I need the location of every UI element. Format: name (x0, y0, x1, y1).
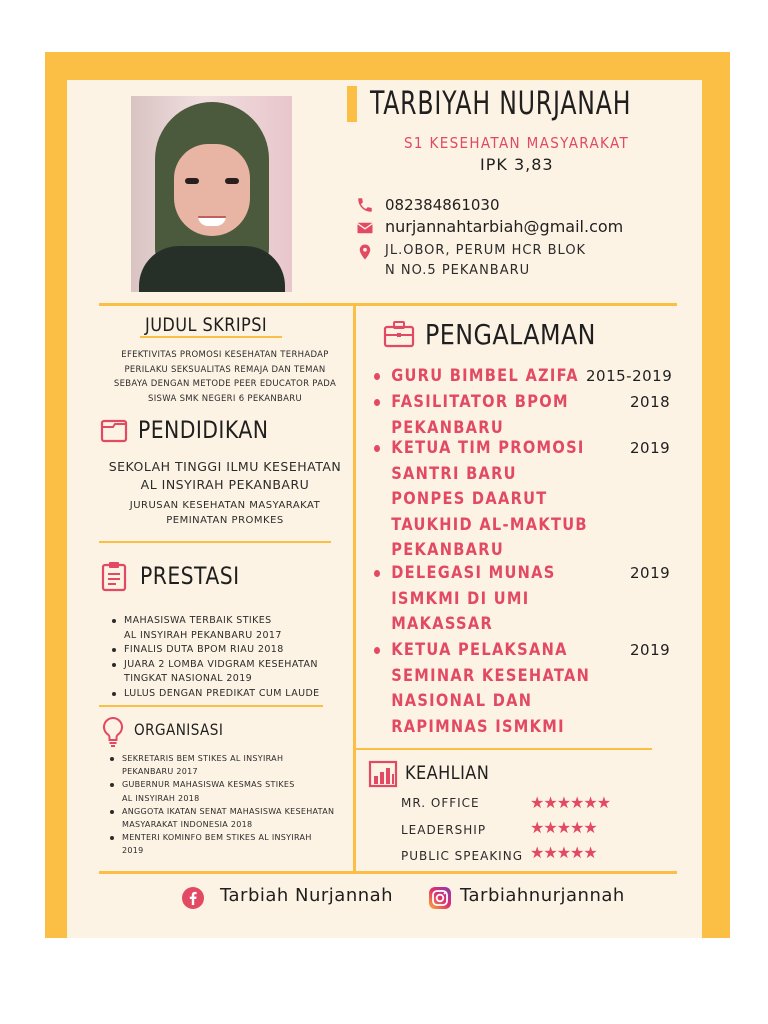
skripsi-underline (140, 336, 282, 338)
school-name: SEKOLAH TINGGI ILMU KESEHATAN AL INSYIRAH PEKANBARU (108, 459, 342, 492)
prestasi-divider (99, 705, 323, 707)
experience-year: 2019 (630, 641, 671, 659)
skill-rating: ★★★★★★ (530, 793, 611, 812)
mail-icon (356, 219, 374, 237)
footer-divider (99, 871, 677, 874)
briefcase-icon (383, 320, 415, 348)
degree: S1 KESEHATAN MASYARAKAT (404, 134, 630, 152)
full-name: TARBIYAH NURJANAH (370, 84, 632, 122)
keahlian-title: KEAHLIAN (405, 762, 490, 784)
column-divider (353, 306, 356, 872)
pendidikan-divider (99, 541, 331, 543)
experience-year: 2019 (630, 564, 671, 582)
experience-year: 2019 (630, 439, 671, 457)
list-item: MAHASISWA TERBAIK STIKES AL INSYIRAH PEKANBARU 2017 (112, 614, 320, 643)
organisasi-list (110, 752, 334, 858)
phone-icon (356, 196, 374, 214)
prestasi-list (112, 614, 320, 701)
pengalaman-title: PENGALAMAN (425, 318, 596, 351)
list-item: FINALIS DUTA BPOM RIAU 2018 (112, 643, 320, 658)
lightbulb-icon (101, 716, 125, 748)
experience-year: 2018 (630, 393, 671, 411)
skill-rating: ★★★★★ (530, 818, 597, 837)
pengalaman-divider (356, 748, 652, 750)
email-address[interactable]: nurjannahtarbiah@gmail.com (385, 217, 624, 236)
skill-label: PUBLIC SPEAKING (401, 849, 523, 863)
instagram-handle[interactable]: Tarbiahnurjannah (460, 885, 625, 906)
address-line2: N NO.5 PEKANBARU (385, 263, 531, 278)
organisasi-title: ORGANISASI (134, 720, 224, 739)
major: JURUSAN KESEHATAN MASYARAKAT PEMINATAN PROMKES (129, 500, 321, 526)
skill-label: MR. OFFICE (401, 796, 480, 810)
address-line1: JL.OBOR, PERUM HCR BLOK (385, 243, 587, 258)
list-item: GUBERNUR MAHASISWA KESMAS STIKES AL INSYIRAH 2018 (110, 778, 334, 804)
experience-year: 2015-2019 (586, 367, 673, 385)
list-item: JUARA 2 LOMBA VIDGRAM KESEHATAN TINGKAT NASIONAL 2019 (112, 658, 320, 687)
skripsi-title: JUDUL SKRIPSI (145, 314, 268, 336)
header-divider (99, 303, 677, 306)
name-accent-bar (347, 86, 357, 122)
list-item: LULUS DENGAN PREDIKAT CUM LAUDE (112, 687, 320, 702)
prestasi-title: PRESTASI (140, 562, 240, 590)
list-item: SEKRETARIS BEM STIKES AL INSYIRAH PEKANBARU 2017 (110, 752, 334, 778)
location-icon (356, 243, 374, 261)
gpa: IPK 3,83 (480, 155, 554, 174)
facebook-icon[interactable] (181, 886, 205, 910)
phone-number[interactable]: 082384861030 (385, 196, 500, 214)
instagram-icon[interactable] (428, 886, 452, 910)
profile-photo (131, 96, 292, 292)
skill-rating: ★★★★★ (530, 843, 597, 862)
list-item: ANGGOTA IKATAN SENAT MAHASISWA KESEHATAN MASYARAKAT INDONESIA 2018 (110, 805, 334, 831)
list-item: MENTERI KOMINFO BEM STIKES AL INSYIRAH 2019 (110, 831, 334, 857)
pendidikan-title: PENDIDIKAN (138, 416, 269, 444)
facebook-handle[interactable]: Tarbiah Nurjannah (220, 885, 394, 906)
skill-label: LEADERSHIP (401, 823, 487, 837)
folder-icon (100, 418, 128, 444)
bar-chart-icon (368, 760, 398, 788)
clipboard-icon (100, 560, 128, 592)
skripsi-text: EFEKTIVITAS PROMOSI KESEHATAN TERHADAP PERILAKU SEKSUALITAS REMAJA DAN TEMAN SEBAYA DENGAN METODE PEER EDUCATOR PADA SISWA SMK NEGERI 6 PEKANBARU (113, 350, 337, 404)
